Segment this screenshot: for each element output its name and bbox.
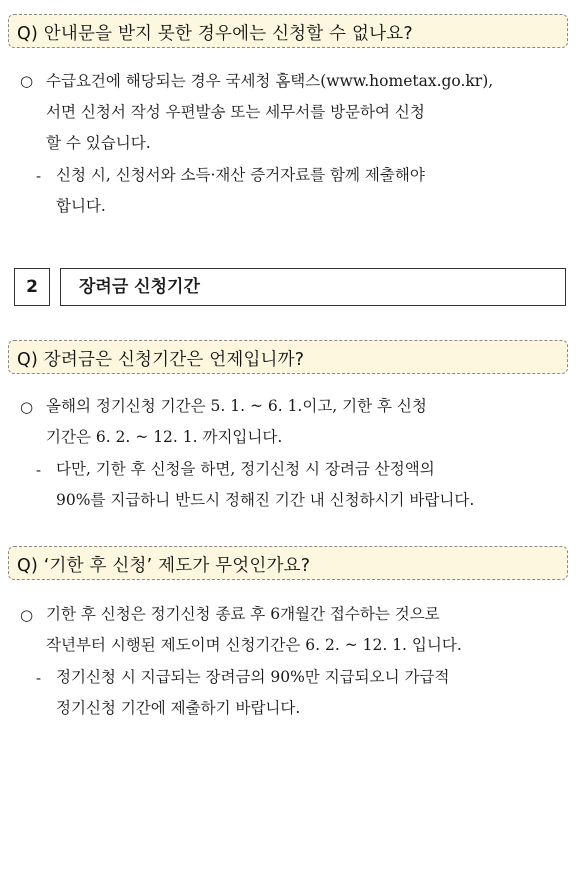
answer-subparagraph bbox=[56, 662, 566, 724]
answer-subparagraph bbox=[56, 160, 566, 222]
question-text: Q) ‘기한 후 신청’ 제도가 무엇인가요? bbox=[17, 556, 311, 576]
circle-bullet-icon: ○ bbox=[20, 398, 34, 416]
answer-paragraph bbox=[46, 599, 566, 661]
question-box bbox=[8, 340, 568, 374]
answer-line: 정기신청 시 지급되는 장려금의 90%만 지급되오니 가급적 bbox=[56, 668, 450, 686]
dash-bullet: - bbox=[36, 461, 42, 479]
dash-bullet: - bbox=[36, 167, 42, 185]
answer-line: 신청 시, 신청서와 소득·재산 증거자료를 함께 제출해야 bbox=[56, 166, 425, 184]
answer-line: 올해의 정기신청 기간은 5. 1. ~ 6. 1.이고, 기한 후 신청 bbox=[46, 397, 427, 415]
answer-line: 다만, 기한 후 신청을 하면, 정기신청 시 장려금 산정액의 bbox=[56, 460, 435, 478]
circle-bullet-icon: ○ bbox=[20, 72, 34, 90]
answer-line: 할 수 있습니다. bbox=[46, 134, 151, 152]
section-header bbox=[14, 268, 566, 308]
answer-subparagraph bbox=[56, 454, 566, 516]
answer-line: 수급요건에 해당되는 경우 국세청 홈택스(www.hometax.go.kr), bbox=[46, 72, 494, 90]
answer-line: 90%를 지급하니 반드시 정해진 기간 내 신청하시기 바랍니다. bbox=[56, 491, 475, 509]
answer-line: 합니다. bbox=[56, 197, 106, 215]
circle-bullet-icon: ○ bbox=[20, 606, 34, 624]
question-text: Q) 장려금은 신청기간은 언제입니까? bbox=[17, 350, 305, 370]
question-box bbox=[8, 14, 568, 48]
question-text: Q) 안내문을 받지 못한 경우에는 신청할 수 없나요? bbox=[17, 24, 413, 44]
answer-paragraph bbox=[46, 66, 566, 159]
answer-paragraph bbox=[46, 391, 566, 453]
answer-line: 정기신청 기간에 제출하기 바랍니다. bbox=[56, 699, 301, 717]
answer-line: 기간은 6. 2. ~ 12. 1. 까지입니다. bbox=[46, 428, 283, 446]
answer-line: 작년부터 시행된 제도이며 신청기간은 6. 2. ~ 12. 1. 입니다. bbox=[46, 636, 462, 654]
answer-line: 서면 신청서 작성 우편발송 또는 세무서를 방문하여 신청 bbox=[46, 103, 425, 121]
section-number: 2 bbox=[14, 268, 50, 306]
dash-bullet: - bbox=[36, 669, 42, 687]
answer-line: 기한 후 신청은 정기신청 종료 후 6개월간 접수하는 것으로 bbox=[46, 605, 440, 623]
question-box bbox=[8, 546, 568, 580]
section-title: 장려금 신청기간 bbox=[60, 268, 566, 306]
